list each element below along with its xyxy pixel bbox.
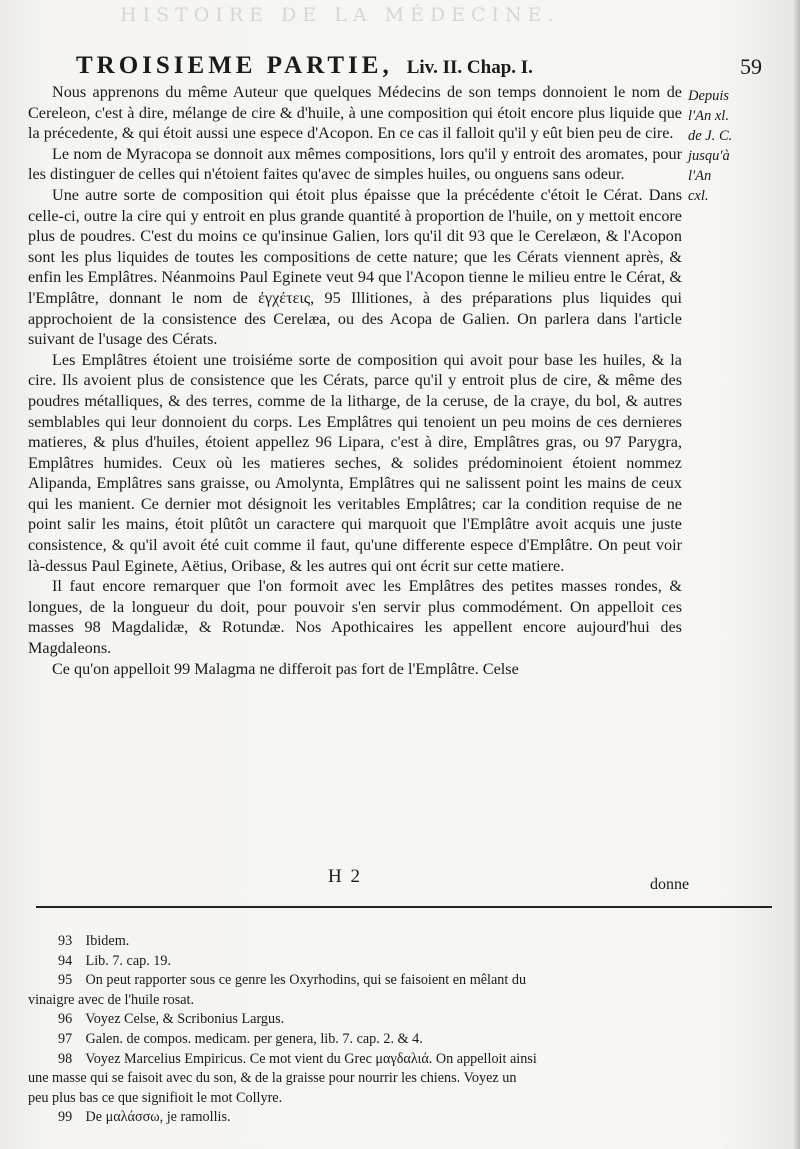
footnote-number: 98 <box>58 1050 73 1067</box>
paragraph: Une autre sorte de composition qui étoit plus épaisse que la précédente c'étoit le Cérat. Dans celle-ci, outre la cire qui y entroit en plus grande quantité à proportion de l'huile, on y mettoit encore plus de poudres. C'est du moins ce qu'insinue Galien, lors qu'il dit 93 que le Cerelæon, & l'Acopon sont les plus liquides de toutes les compositions de cette nature; que les Cérats viennent après, & enfin les Emplâtres. Néanmoins Paul Eginete veut 94 que l'Acopon tienne le milieu entre le Cérat, & l'Emplâtre, donnant le nom de ἐγχέτεις, 95 Illitiones, à des préparations plus liquides qui approchoient de la consistence des Cerelæa, ou des Acopa de Galien. On parlera dans l'article suivant de l'usage des Cérats. <box>28 185 682 349</box>
margin-note-line: l'An xl. <box>688 108 729 124</box>
catchword: donne <box>650 876 690 893</box>
footnote-number: 99 <box>58 1109 73 1126</box>
signature-mark: H 2 <box>328 866 362 887</box>
footnote <box>28 1030 748 1050</box>
footnote-text: vinaigre avec de l'huile rosat. <box>28 991 195 1008</box>
footnote-text: Lib. 7. cap. 19. <box>85 952 172 969</box>
footnote-text: Voyez Celse, & Scribonius Largus. <box>85 1011 285 1028</box>
footnote <box>28 1010 748 1030</box>
page-edge-shadow <box>794 0 800 1149</box>
footnote-number: 94 <box>58 952 73 969</box>
footnote-text: Voyez Marcelius Empiricus. Ce mot vient du Grec μαγδαλιά. On appelloit ainsi <box>85 1050 537 1067</box>
footnote <box>28 932 748 952</box>
paragraph: Le nom de Myracopa se donnoit aux mêmes compositions, lors qu'il y entroit des aromates, pour les distinguer de celles qui n'étoient faites qu'avec de simples huiles, ou onguens sans odeur. <box>28 144 682 184</box>
footnote <box>28 1108 748 1128</box>
page-number: 59 <box>740 54 762 79</box>
footnotes <box>28 932 748 1128</box>
footnote-number: 97 <box>58 1030 73 1047</box>
margin-note <box>688 86 768 206</box>
footnote-number: 93 <box>58 933 73 949</box>
footnote-text: Ibidem. <box>85 933 130 949</box>
footnote-number: 95 <box>58 972 73 989</box>
footnote-number: 96 <box>58 1011 73 1028</box>
footnote <box>28 1050 748 1070</box>
footnote <box>28 952 748 972</box>
margin-note-line: Depuis <box>688 88 730 104</box>
footnote-text: On peut rapporter sous ce genre les Oxyrhodins, qui se faisoient en mêlant du <box>85 972 527 989</box>
footnote-continuation <box>28 991 748 1011</box>
footnote-text: peu plus bas ce que signifioit le mot Collyre. <box>28 1089 283 1106</box>
paragraph: Les Emplâtres étoient une troisiéme sorte de composition qui avoit pour base les huiles, & la cire. Ils avoient plus de consistence que les Cérats, parce qu'il y entroit plus de cire, & même des poudres métalliques, & des terres, comme de la litharge, de la ceruse, de la craye, du bol, & autres semblables qui leur donnoient du corps. Les Emplâtres qui tenoient un peu moins de ces dernieres matieres, & plus d'huiles, étoient appellez 96 Lipara, c'est à dire, Emplâtres gras, ou 97 Parygra, Emplâtres humides. Ceux où les matieres seches, & solides prédominoient étoient nommez Alipanda, Emplâtres sans graisse, ou Amolynta, Emplâtres qui ne salissent point les mains de ceux qui les manient. Ce dernier mot désignoit les veritables Emplâtres; car la condition requise de ne point salir les mains, étoit plûtôt un caractere qui marquoit que l'Emplâtre avoit acquis une juste consistence, & qu'il avoit été cuit comme il faut, qu'une differente espece d'Emplâtre. On peut voir là-dessus Paul Eginete, Aëtius, Oribase, & les autres qui ont écrit sur cette matiere. <box>28 350 682 575</box>
paragraph: Nous apprenons du même Auteur que quelques Médecins de son temps donnoient le nom de Cereleon, c'est à dire, mélange de cire & d'huile, à une composition qui étoit encore plus liquide que la précedente, & qui étoit aussi une espece d'Acopon. En ce cas il falloit qu'il y eût bien peu de cire. <box>28 83 682 143</box>
footnote-text: une masse qui se faisoit avec du son, & de la graisse pour nourrir les chiens. Voyez un <box>28 1070 517 1087</box>
margin-note-line: de J. C. <box>688 128 733 144</box>
margin-note-line: cxl. <box>688 188 709 204</box>
footnote-text: De μαλάσσω, je ramollis. <box>85 1109 231 1126</box>
footnote <box>28 971 748 991</box>
paragraph: Il faut encore remarquer que l'on formoit avec les Emplâtres des petites masses rondes, & longues, de la longueur du doit, pour pouvoir s'en servir plus commodément. On appelloit ces masses 98 Magdalidæ, & Rotundæ. Nos Apothicaires les appellent encore aujourd'hui des Magdaleons. <box>28 577 682 658</box>
footnote-rule <box>36 906 772 908</box>
running-head <box>76 52 776 80</box>
margin-note-line: l'An <box>688 168 712 184</box>
footnote-text: Galen. de compos. medicam. per genera, lib. 7. cap. 2. & 4. <box>85 1030 423 1047</box>
margin-note-line: jusqu'à <box>688 148 730 164</box>
paragraph: Ce qu'on appelloit 99 Malagma ne differoit pas fort de l'Emplâtre. Celse <box>52 659 519 678</box>
footnote-continuation <box>28 1069 748 1089</box>
bleed-through-text: HISTOIRE DE LA MÉDECINE. <box>120 4 560 26</box>
chapter-ref: Liv. II. Chap. I. <box>406 57 533 78</box>
main-text <box>28 82 682 679</box>
part-title: TROISIEME PARTIE, <box>76 52 393 79</box>
footnote-continuation <box>28 1089 748 1109</box>
